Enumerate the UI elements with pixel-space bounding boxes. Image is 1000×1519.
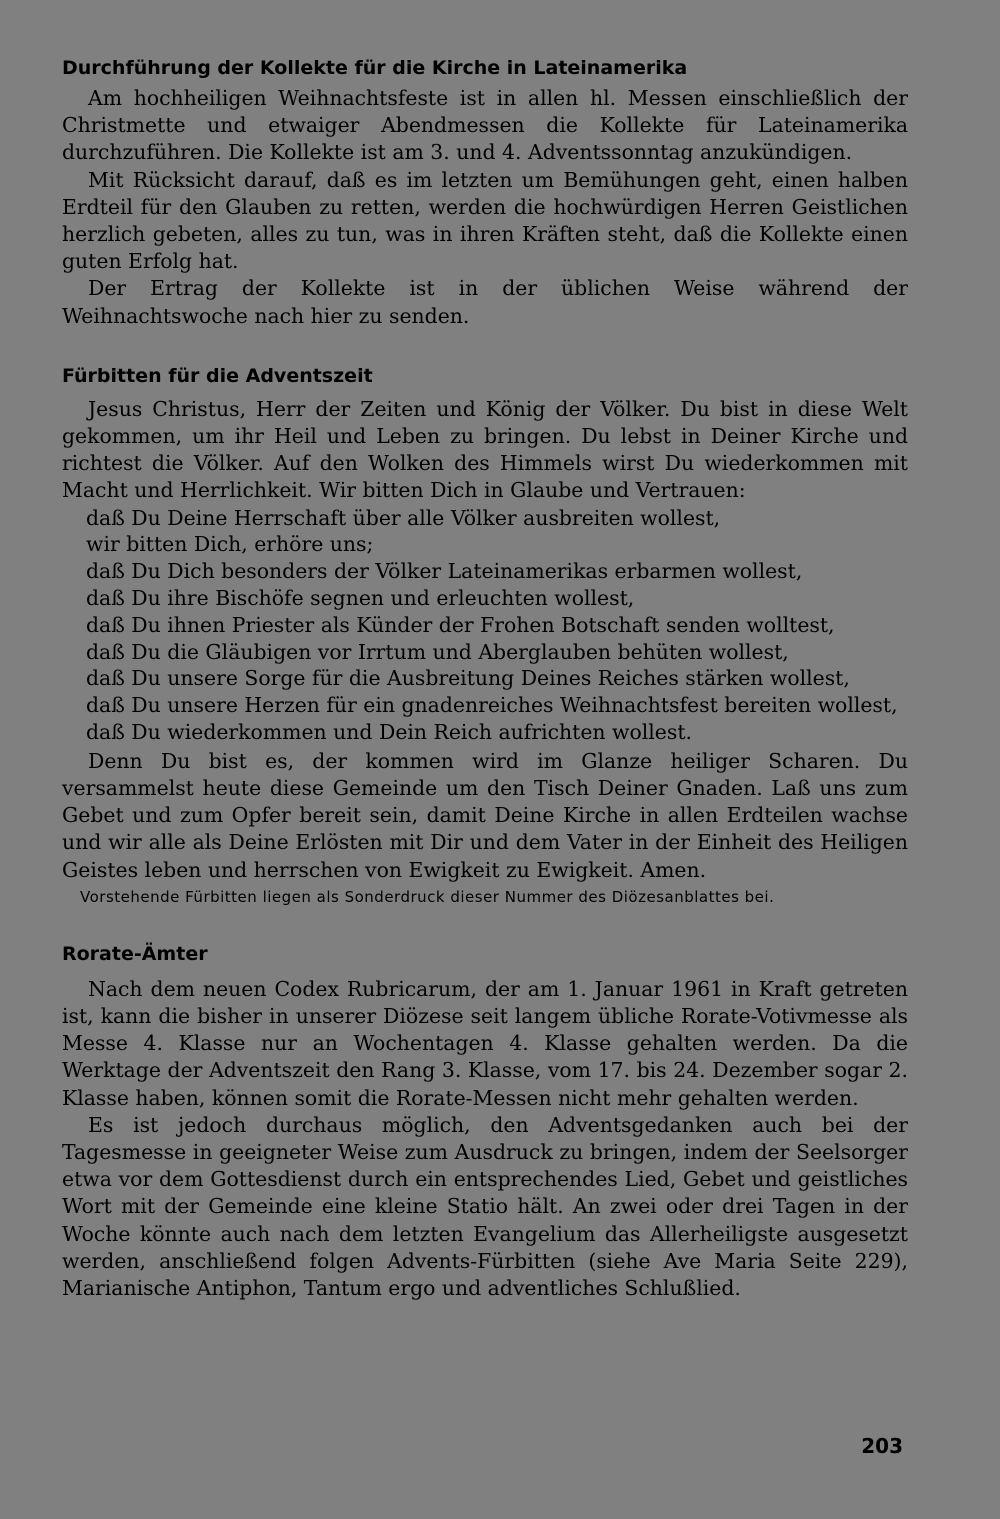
paragraph: Denn Du bist es, der kommen wird im Glanze heiliger Scharen. Du versammelst heute diese Gemeinde um den Tisch Deiner Gnaden. Laß uns zum Gebet und zum Opfer bereit sein, damit Deine Kirche in allen Erdteilen wachse und wir alle als Deine Erlösten mit Dir und dem Vater in der Einheit des Heiligen Geistes leben und herrschen von Ewigkeit zu Ewigkeit. Amen.: [62, 748, 908, 882]
section-rorate: [62, 942, 908, 1302]
page-content: [62, 56, 908, 1302]
page-number: 203: [861, 1434, 903, 1458]
section-heading: Fürbitten für die Adventszeit: [62, 364, 373, 387]
section-fuerbitten: [62, 364, 908, 907]
paragraph: Es ist jedoch durchaus möglich, den Adventsgedanken auch bei der Tagesmesse in geeigneter Weise zum Ausdruck zu bringen, indem der Seelsorger etwa vor dem Gottesdienst durch ein entsprechendes Lied, Gebet und geistliches Wort mit der Gemeinde eine kleine Statio hält. An zwei oder drei Tagen in der Woche könnte auch nach dem letzten Evangelium das Allerheiligste ausgesetzt werden, anschließend folgen Advents-Fürbitten (siehe Ave Maria Seite 229), Marianische Antiphon, Tantum ergo und adventliches Schlußlied.: [62, 1112, 908, 1301]
paragraph: Nach dem neuen Codex Rubricarum, der am 1. Januar 1961 in Kraft getreten ist, kann die bisher in unserer Diözese seit langem übliche Rorate-Votivmesse als Messe 4. Klasse nur an Wochentagen 4. Klasse gehalten werden. Da die Werktage der Adventszeit den Rang 3. Klasse, vom 17. bis 24. Dezember sogar 2. Klasse haben, können somit die Rorate-Messen nicht mehr gehalten werden.: [62, 976, 908, 1110]
petition-item: daß Du wiederkommen und Dein Reich aufrichten wollest.: [86, 720, 693, 745]
paragraph: Mit Rücksicht darauf, daß es im letzten um Bemühungen geht, einen halben Erdteil für den Glauben zu retten, werden die hochwürdigen Herren Geistlichen herzlich gebeten, alles zu tun, was in ihren Kräften steht, daß die Kollekte einen guten Erfolg hat.: [62, 167, 908, 274]
petition-item: daß Du ihnen Priester als Künder der Frohen Botschaft senden wolltest,: [86, 612, 835, 637]
paragraph: Der Ertrag der Kollekte ist in der üblichen Weise während der Weihnachtswoche nach hier zu senden.: [62, 276, 908, 328]
section-kollekte: [62, 56, 908, 330]
paragraph: Jesus Christus, Herr der Zeiten und König der Völker. Du bist in diese Welt gekommen, um ihr Heil und Leben zu bringen. Du lebst in Deiner Kirche und richtest die Völker. Auf den Wolken des Himmels wirst Du wiederkommen mit Macht und Herrlichkeit. Wir bitten Dich in Glaube und Vertrauen:: [62, 396, 908, 503]
petition-item: daß Du unsere Sorge für die Ausbreitung Deines Reiches stärken wollest,: [86, 666, 850, 691]
petition-item: daß Du ihre Bischöfe segnen und erleuchten wollest,: [86, 586, 635, 611]
petition-item: wir bitten Dich, erhöre uns;: [86, 532, 374, 557]
petition-list: [86, 505, 908, 746]
petition-item: daß Du unsere Herzen für ein gnadenreiches Weihnachtsfest bereiten wollest,: [86, 693, 898, 718]
section-heading: Rorate-Ämter: [62, 942, 208, 965]
petition-item: daß Du Deine Herrschaft über alle Völker ausbreiten wollest,: [86, 505, 721, 530]
paragraph: Am hochheiligen Weihnachtsfeste ist in allen hl. Messen einschließlich der Christmette und etwaiger Abendmessen die Kollekte für Lateinamerika durchzuführen. Die Kollekte ist am 3. und 4. Adventssonntag anzukündigen.: [62, 86, 908, 165]
petition-item: daß Du Dich besonders der Völker Lateinamerikas erbarmen wollest,: [86, 559, 803, 584]
petition-item: daß Du die Gläubigen vor Irrtum und Aberglauben behüten wollest,: [86, 639, 789, 664]
section-heading: Durchführung der Kollekte für die Kirche in Lateinamerika: [62, 57, 688, 79]
footnote: Vorstehende Fürbitten liegen als Sonderdruck dieser Nummer des Diözesanblattes bei.: [80, 887, 775, 906]
